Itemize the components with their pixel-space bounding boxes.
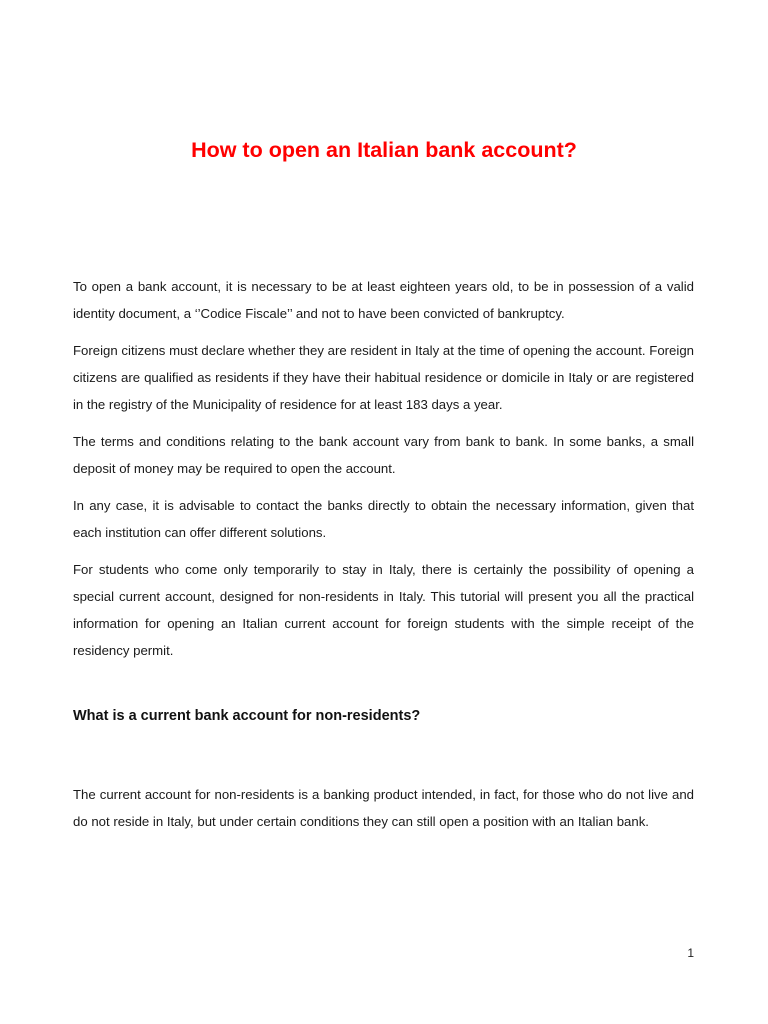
section-heading: What is a current bank account for non-residents?	[73, 708, 421, 724]
page-title: How to open an Italian bank account?	[191, 138, 577, 162]
paragraph-terms: The terms and conditions relating to the bank account vary from bank to bank. In some banks, a small deposit of money may be required to open the account.	[73, 434, 694, 476]
paragraph-non-residents: The current account for non-residents is a banking product intended, in fact, for those who do not live and do not reside in Italy, but under certain conditions they can still open a position with an Italian bank.	[73, 787, 694, 829]
intro-section	[73, 273, 694, 674]
paragraph-students: For students who come only temporarily to stay in Italy, there is certainly the possibility of opening a special current account, designed for non-residents in Italy. This tutorial will present you all the practical information for opening an Italian current account for foreign students with the simple receipt of the residency permit.	[73, 562, 694, 658]
paragraph-advice: In any case, it is advisable to contact the banks directly to obtain the necessary information, given that each institution can offer different solutions.	[73, 498, 694, 540]
paragraph-residency: Foreign citizens must declare whether they are resident in Italy at the time of opening the account. Foreign citizens are qualified as residents if they have their habitual residence or domicile in Italy or are registered in the registry of the Municipality of residence for at least 183 days a year.	[73, 343, 694, 412]
page-number: 1	[687, 946, 694, 960]
paragraph-requirements: To open a bank account, it is necessary to be at least eighteen years old, to be in possession of a valid identity document, a ‘’Codice Fiscale’’ and not to have been convicted of bankruptcy.	[73, 279, 694, 321]
